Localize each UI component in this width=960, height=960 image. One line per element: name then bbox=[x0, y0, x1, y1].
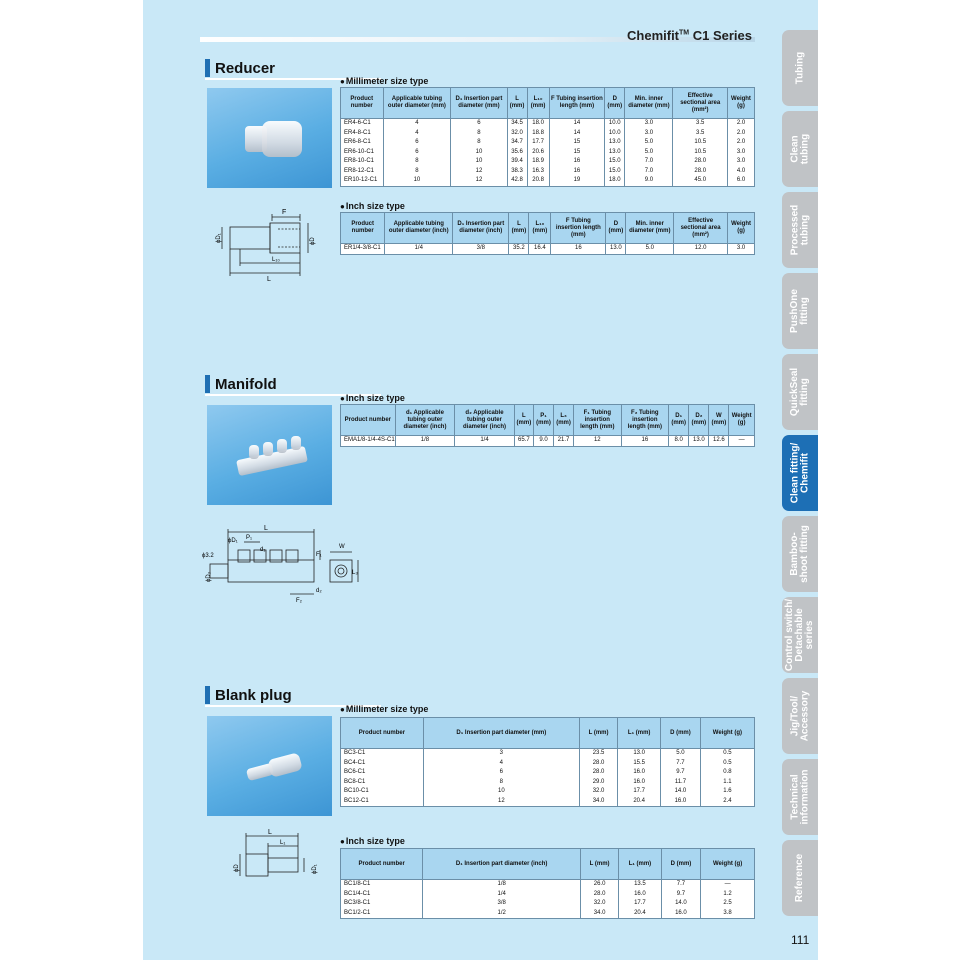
table-cell: 10.5 bbox=[673, 148, 728, 158]
table-cell: 2.0 bbox=[727, 129, 754, 139]
table-cell: 16.4 bbox=[529, 244, 551, 255]
column-header: P₁ (mm) bbox=[533, 405, 553, 436]
column-header: Product number bbox=[341, 405, 396, 436]
column-header: Min. inner diameter (mm) bbox=[625, 88, 673, 119]
manifold-label-d1: ϕD₁ bbox=[228, 538, 238, 544]
table-cell: 6 bbox=[383, 148, 451, 158]
table-cell: 2.0 bbox=[727, 119, 754, 129]
table-cell: 18.0 bbox=[605, 176, 625, 186]
table-cell: 12 bbox=[423, 797, 579, 807]
table-cell: 10 bbox=[451, 157, 507, 167]
table-cell: ER8-10-C1 bbox=[341, 157, 384, 167]
table-cell: 13.5 bbox=[619, 880, 662, 890]
blank-plug-mm-heading: ● Millimeter size type bbox=[340, 704, 428, 714]
tab-tubing[interactable]: Tubing bbox=[782, 30, 818, 106]
table-cell: 13.0 bbox=[605, 138, 625, 148]
manifold-label-d2-small: d₂ bbox=[316, 588, 322, 594]
table-row bbox=[341, 157, 755, 167]
table-cell: 4 bbox=[423, 759, 579, 769]
column-header: D (mm) bbox=[606, 213, 626, 244]
table-row bbox=[341, 899, 755, 909]
table-cell: 23.5 bbox=[579, 749, 617, 759]
table-cell: 13.0 bbox=[689, 436, 709, 447]
table-cell: 16.3 bbox=[527, 167, 549, 177]
tab-pushone-fitting[interactable]: PushOne fitting bbox=[782, 273, 818, 349]
blank-plug-label-d: ϕD bbox=[234, 864, 240, 872]
column-header: Applicable tubing outer diameter (inch) bbox=[385, 213, 453, 244]
table-cell: BC3-C1 bbox=[341, 749, 424, 759]
table-cell: 2.5 bbox=[701, 899, 755, 909]
column-header: F₁ Tubing insertion length (mm) bbox=[574, 405, 621, 436]
table-cell: 38.3 bbox=[507, 167, 527, 177]
table-cell: 0.5 bbox=[700, 759, 754, 769]
column-header: D (mm) bbox=[605, 88, 625, 119]
manifold-label-l3: L₃ bbox=[352, 570, 358, 576]
blank-plug-label-d1: ϕD₁ bbox=[312, 864, 318, 874]
table-cell: 28.0 bbox=[673, 157, 728, 167]
table-cell: 15 bbox=[549, 138, 604, 148]
reducer-inch-table bbox=[340, 212, 755, 255]
right-margin bbox=[818, 0, 960, 960]
reducer-section-title: Reducer bbox=[205, 58, 381, 78]
table-cell: 18.8 bbox=[527, 129, 549, 139]
reducer-drawing bbox=[212, 205, 322, 285]
table-cell: 21.7 bbox=[554, 436, 574, 447]
table-cell: 17.7 bbox=[618, 787, 661, 797]
reducer-label-l10: L₁₀ bbox=[272, 257, 280, 263]
table-row bbox=[341, 167, 755, 177]
reducer-label-d1: ϕD₁ bbox=[216, 233, 222, 243]
table-cell: 9.0 bbox=[625, 176, 673, 186]
table-cell: 3.5 bbox=[673, 129, 728, 139]
manifold-label-l: L bbox=[264, 525, 268, 532]
column-header: F Tubing insertion length (mm) bbox=[551, 213, 606, 244]
table-cell: 15.0 bbox=[605, 157, 625, 167]
tab-quickseal-fitting[interactable]: QuickSeal fitting bbox=[782, 354, 818, 430]
table-cell: BC12-C1 bbox=[341, 797, 424, 807]
table-cell: 16.0 bbox=[618, 768, 661, 778]
manifold-inch-table bbox=[340, 404, 755, 447]
table-cell: 4.0 bbox=[727, 167, 754, 177]
column-header: Weight (g) bbox=[728, 213, 755, 244]
column-header: L₁ (mm) bbox=[618, 718, 661, 749]
column-header: Product number bbox=[341, 849, 423, 880]
table-cell: 16 bbox=[551, 244, 606, 255]
column-header: Weight (g) bbox=[701, 849, 755, 880]
tab-technical-information[interactable]: Technical information bbox=[782, 759, 818, 835]
table-cell: 1/4 bbox=[455, 436, 515, 447]
table-cell: 28.0 bbox=[579, 759, 617, 769]
tab-bamboo-shoot-fitting[interactable]: Bamboo- shoot fitting bbox=[782, 516, 818, 592]
table-cell: 20.4 bbox=[618, 797, 661, 807]
table-cell: 32.0 bbox=[507, 129, 527, 139]
table-cell: 15 bbox=[549, 148, 604, 158]
table-cell: 3.5 bbox=[673, 119, 728, 129]
table-cell: ER10-12-C1 bbox=[341, 176, 384, 186]
column-header: L₁₀ (mm) bbox=[529, 213, 551, 244]
table-cell: 8 bbox=[451, 138, 507, 148]
table-cell: ER6-10-C1 bbox=[341, 148, 384, 158]
manifold-label-w: W bbox=[339, 544, 345, 550]
manifold-label-f2: F₂ bbox=[296, 598, 302, 604]
table-cell: 4 bbox=[383, 129, 451, 139]
table-cell: 13.0 bbox=[605, 148, 625, 158]
column-header: L₁ (mm) bbox=[619, 849, 662, 880]
table-row bbox=[341, 244, 755, 255]
table-cell: 17.7 bbox=[527, 138, 549, 148]
manifold-label-dia32: ϕ3.2 bbox=[202, 553, 214, 559]
table-row bbox=[341, 759, 755, 769]
table-cell: 16.0 bbox=[661, 797, 701, 807]
table-cell: 26.0 bbox=[581, 880, 619, 890]
table-cell: 10 bbox=[383, 176, 451, 186]
table-cell: 2.0 bbox=[727, 138, 754, 148]
column-header: D₁ Insertion part diameter (mm) bbox=[451, 88, 507, 119]
column-header: F₂ Tubing insertion length (mm) bbox=[621, 405, 669, 436]
table-cell: 5.0 bbox=[626, 244, 674, 255]
table-cell: 8 bbox=[383, 157, 451, 167]
table-cell: 3.0 bbox=[625, 129, 673, 139]
table-cell: BC6-C1 bbox=[341, 768, 424, 778]
table-cell: 13.0 bbox=[606, 244, 626, 255]
table-cell: 42.8 bbox=[507, 176, 527, 186]
manifold-label-f1: F₁ bbox=[316, 552, 322, 558]
table-cell: 7.0 bbox=[625, 157, 673, 167]
column-header: L (mm) bbox=[579, 718, 617, 749]
table-cell: 12.0 bbox=[674, 244, 728, 255]
table-cell: — bbox=[729, 436, 755, 447]
column-header: Weight (g) bbox=[700, 718, 754, 749]
table-cell: 1/2 bbox=[423, 909, 581, 919]
blank-plug-inch-heading: ● Inch size type bbox=[340, 836, 405, 846]
column-header: L₁₀ (mm) bbox=[527, 88, 549, 119]
table-cell: 17.7 bbox=[619, 899, 662, 909]
table-cell: 12 bbox=[574, 436, 621, 447]
table-row bbox=[341, 768, 755, 778]
table-cell: 6.0 bbox=[727, 176, 754, 186]
blank-plug-section-title: Blank plug bbox=[205, 685, 381, 705]
table-cell: 3.0 bbox=[727, 148, 754, 158]
column-header: F Tubing insertion length (mm) bbox=[549, 88, 604, 119]
column-header: L (mm) bbox=[509, 213, 529, 244]
table-cell: 16.0 bbox=[619, 890, 662, 900]
table-cell: ER8-12-C1 bbox=[341, 167, 384, 177]
table-cell: 3 bbox=[423, 749, 579, 759]
table-cell: 16.0 bbox=[661, 909, 700, 919]
tab-reference[interactable]: Reference bbox=[782, 840, 818, 916]
column-header: d₂ Applicable tubing outer diameter (inch) bbox=[455, 405, 515, 436]
category-tabs bbox=[782, 0, 822, 960]
table-cell: 4 bbox=[383, 119, 451, 129]
table-cell: — bbox=[701, 880, 755, 890]
table-cell: 34.5 bbox=[507, 119, 527, 129]
table-cell: 29.0 bbox=[579, 778, 617, 788]
tab-jig-tool-accessory[interactable]: Jig/Tool/ Accessory bbox=[782, 678, 818, 754]
column-header: Weight (g) bbox=[727, 88, 754, 119]
column-header: D (mm) bbox=[661, 849, 700, 880]
table-cell: 10.5 bbox=[673, 138, 728, 148]
reducer-inch-heading: ● Inch size type bbox=[340, 201, 405, 211]
table-cell: BC1/2-C1 bbox=[341, 909, 423, 919]
table-cell: 10.0 bbox=[605, 129, 625, 139]
table-cell: 1/4 bbox=[385, 244, 453, 255]
table-cell: 1/4 bbox=[423, 890, 581, 900]
table-cell: 3.0 bbox=[728, 244, 755, 255]
table-cell: 39.4 bbox=[507, 157, 527, 167]
table-cell: 34.0 bbox=[581, 909, 619, 919]
table-cell: ER4-6-C1 bbox=[341, 119, 384, 129]
manifold-section-title: Manifold bbox=[205, 374, 381, 394]
blank-plug-drawing bbox=[222, 828, 322, 888]
table-cell: 3/8 bbox=[423, 899, 581, 909]
table-cell: 34.0 bbox=[579, 797, 617, 807]
table-cell: 14 bbox=[549, 129, 604, 139]
column-header: Effective sectional area (mm²) bbox=[674, 213, 728, 244]
table-cell: 7.7 bbox=[661, 759, 701, 769]
table-cell: 2.4 bbox=[700, 797, 754, 807]
table-cell: 0.5 bbox=[700, 749, 754, 759]
manifold-drawing bbox=[200, 524, 360, 604]
table-cell: 16 bbox=[621, 436, 669, 447]
blank-plug-label-l: L bbox=[268, 829, 272, 836]
table-cell: 1.1 bbox=[700, 778, 754, 788]
table-cell: BC10-C1 bbox=[341, 787, 424, 797]
table-cell: 28.0 bbox=[581, 890, 619, 900]
table-cell: 14.0 bbox=[661, 787, 701, 797]
table-cell: 14 bbox=[549, 119, 604, 129]
column-header: Product number bbox=[341, 718, 424, 749]
table-cell: 35.2 bbox=[509, 244, 529, 255]
blank-plug-inch-table bbox=[340, 848, 755, 919]
table-cell: 19 bbox=[549, 176, 604, 186]
table-cell: 8 bbox=[451, 129, 507, 139]
reducer-label-l: L bbox=[267, 276, 271, 283]
reducer-label-f: F bbox=[282, 209, 287, 216]
column-header: Min. inner diameter (mm) bbox=[626, 213, 674, 244]
table-cell: 14.0 bbox=[661, 899, 700, 909]
table-cell: 5.0 bbox=[661, 749, 701, 759]
series-title: Chemifit™ C1 Series bbox=[627, 28, 752, 43]
table-cell: 9.7 bbox=[661, 768, 701, 778]
table-row bbox=[341, 119, 755, 129]
table-cell: 65.7 bbox=[514, 436, 533, 447]
column-header: D₁ (mm) bbox=[669, 405, 689, 436]
table-cell: 20.4 bbox=[619, 909, 662, 919]
column-header: Applicable tubing outer diameter (mm) bbox=[383, 88, 451, 119]
table-cell: 10.0 bbox=[605, 119, 625, 129]
tab-clean-fitting-chemifit[interactable]: Clean fitting/ Chemifit bbox=[782, 435, 818, 511]
table-row bbox=[341, 797, 755, 807]
table-cell: 5.0 bbox=[625, 148, 673, 158]
table-row bbox=[341, 909, 755, 919]
blank-plug-mm-table bbox=[340, 717, 755, 807]
table-cell: 3.0 bbox=[727, 157, 754, 167]
table-cell: BC1/8-C1 bbox=[341, 880, 423, 890]
table-cell: 28.0 bbox=[579, 768, 617, 778]
table-cell: 6 bbox=[383, 138, 451, 148]
table-row bbox=[341, 749, 755, 759]
column-header: L (mm) bbox=[507, 88, 527, 119]
table-cell: 20.6 bbox=[527, 148, 549, 158]
table-cell: 34.7 bbox=[507, 138, 527, 148]
table-cell: 15.0 bbox=[605, 167, 625, 177]
table-cell: 9.7 bbox=[661, 890, 700, 900]
column-header: D₂ (mm) bbox=[689, 405, 709, 436]
column-header: D₁ Insertion part diameter (mm) bbox=[423, 718, 579, 749]
manifold-label-p1: P₁ bbox=[246, 535, 253, 541]
manifold-photo bbox=[207, 405, 332, 505]
column-header: Weight (g) bbox=[729, 405, 755, 436]
column-header: Product number bbox=[341, 213, 385, 244]
table-row bbox=[341, 138, 755, 148]
table-cell: 18.0 bbox=[527, 119, 549, 129]
table-cell: 16 bbox=[549, 167, 604, 177]
column-header: W (mm) bbox=[709, 405, 729, 436]
table-cell: 12 bbox=[451, 176, 507, 186]
table-cell: ER1/4-3/8-C1 bbox=[341, 244, 385, 255]
table-cell: ER6-8-C1 bbox=[341, 138, 384, 148]
table-cell: 32.0 bbox=[579, 787, 617, 797]
manifold-inch-heading: ● Inch size type bbox=[340, 393, 405, 403]
table-cell: 20.8 bbox=[527, 176, 549, 186]
column-header: D (mm) bbox=[661, 718, 701, 749]
table-cell: 0.8 bbox=[700, 768, 754, 778]
table-cell: 3/8 bbox=[453, 244, 509, 255]
table-cell: 6 bbox=[451, 119, 507, 129]
table-cell: 9.0 bbox=[533, 436, 553, 447]
manifold-label-d2: ϕD₂ bbox=[206, 571, 212, 582]
table-cell: 16.0 bbox=[618, 778, 661, 788]
table-cell: 28.0 bbox=[673, 167, 728, 177]
column-header: Product number bbox=[341, 88, 384, 119]
column-header: Effective sectional area (mm²) bbox=[673, 88, 728, 119]
table-cell: 3.0 bbox=[625, 119, 673, 129]
column-header: L (mm) bbox=[581, 849, 619, 880]
table-cell: EMA1/8-1/4-4S-C1 bbox=[341, 436, 396, 447]
table-cell: 7.0 bbox=[625, 167, 673, 177]
table-cell: 10 bbox=[423, 787, 579, 797]
table-cell: 12 bbox=[451, 167, 507, 177]
table-row bbox=[341, 176, 755, 186]
table-row bbox=[341, 778, 755, 788]
table-cell: 32.0 bbox=[581, 899, 619, 909]
table-cell: BC1/4-C1 bbox=[341, 890, 423, 900]
column-header: d₁ Applicable tubing outer diameter (inch) bbox=[395, 405, 455, 436]
table-cell: 6 bbox=[423, 768, 579, 778]
table-row bbox=[341, 129, 755, 139]
column-header: L₃ (mm) bbox=[554, 405, 574, 436]
table-cell: BC4-C1 bbox=[341, 759, 424, 769]
blank-plug-label-l1: L₁ bbox=[280, 840, 286, 846]
column-header: L (mm) bbox=[514, 405, 533, 436]
table-cell: 12.6 bbox=[709, 436, 729, 447]
table-cell: 3.8 bbox=[701, 909, 755, 919]
table-cell: 13.0 bbox=[618, 749, 661, 759]
table-cell: 18.9 bbox=[527, 157, 549, 167]
table-cell: 16 bbox=[549, 157, 604, 167]
table-row bbox=[341, 148, 755, 158]
table-cell: 15.5 bbox=[618, 759, 661, 769]
reducer-mm-table bbox=[340, 87, 755, 187]
table-cell: 11.7 bbox=[661, 778, 701, 788]
reducer-label-d: ϕD bbox=[310, 237, 316, 245]
table-cell: BC3/8-C1 bbox=[341, 899, 423, 909]
table-cell: 35.6 bbox=[507, 148, 527, 158]
reducer-photo bbox=[207, 88, 332, 188]
table-cell: 8.0 bbox=[669, 436, 689, 447]
manifold-label-d-small: d₁ bbox=[260, 547, 266, 553]
table-cell: 45.0 bbox=[673, 176, 728, 186]
table-cell: 5.0 bbox=[625, 138, 673, 148]
column-header: D₁ Insertion part diameter (inch) bbox=[423, 849, 581, 880]
tab-control-switch[interactable]: Control switch/ Detachable series bbox=[782, 597, 818, 673]
table-row bbox=[341, 890, 755, 900]
table-cell: ER4-8-C1 bbox=[341, 129, 384, 139]
table-cell: 8 bbox=[383, 167, 451, 177]
table-row bbox=[341, 436, 755, 447]
table-cell: BC8-C1 bbox=[341, 778, 424, 788]
table-row bbox=[341, 880, 755, 890]
tab-clean-tubing[interactable]: Clean tubing bbox=[782, 111, 818, 187]
table-cell: 1/8 bbox=[423, 880, 581, 890]
column-header: D₁ Insertion part diameter (inch) bbox=[453, 213, 509, 244]
table-row bbox=[341, 787, 755, 797]
table-cell: 1.2 bbox=[701, 890, 755, 900]
table-cell: 1.6 bbox=[700, 787, 754, 797]
tab-processed-tubing[interactable]: Processed tubing bbox=[782, 192, 818, 268]
table-cell: 8 bbox=[423, 778, 579, 788]
page-number: 111 bbox=[791, 933, 810, 947]
table-cell: 7.7 bbox=[661, 880, 700, 890]
reducer-mm-heading: ● Millimeter size type bbox=[340, 76, 428, 86]
blank-plug-photo bbox=[207, 716, 332, 816]
table-cell: 10 bbox=[451, 148, 507, 158]
table-cell: 1/8 bbox=[395, 436, 455, 447]
